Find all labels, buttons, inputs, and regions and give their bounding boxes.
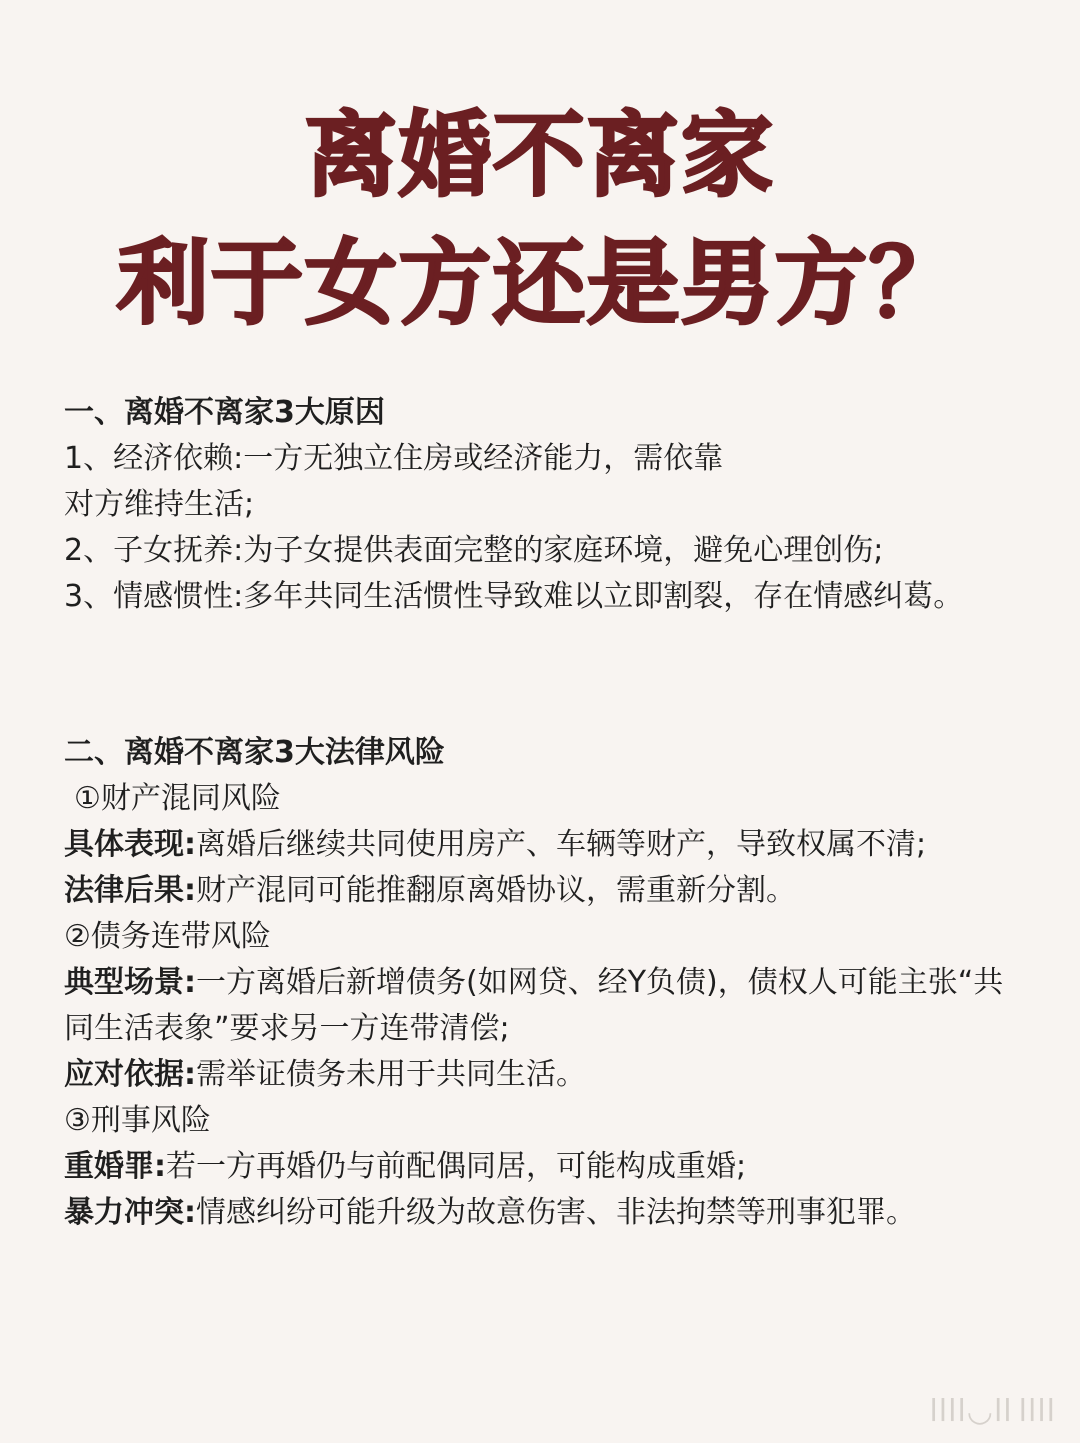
section-spacer xyxy=(64,620,1024,730)
section-2-heading: 二、离婚不离家3大法律风险 xyxy=(64,735,445,770)
risk-1-line-2-label: 法律后果: xyxy=(64,873,196,908)
section-1-item-3: 3、情感惯性:多年共同生活惯性导致难以立即割裂，存在情感纠葛。 xyxy=(64,579,964,614)
section-1-item-1-continued: 对方维持生活; xyxy=(64,487,255,522)
risk-3-line-1-text: 若一方再婚仍与前配偶同居，可能构成重婚; xyxy=(166,1149,747,1184)
risk-1-line-1-text: 离婚后继续共同使用房产、车辆等财产，导致权属不清; xyxy=(196,827,927,862)
section-1-item-2: 2、子女抚养:为子女提供表面完整的家庭环境，避免心理创伤; xyxy=(64,533,884,568)
page-title xyxy=(0,92,1080,348)
risk-2-line-2 xyxy=(64,1052,1024,1098)
risk-3-line-2-label: 暴力冲突: xyxy=(64,1195,196,1230)
risk-2-title: ②债务连带风险 xyxy=(64,919,271,954)
risk-3-line-2-text: 情感纠纷可能升级为故意伤害、非法拘禁等刑事犯罪。 xyxy=(196,1195,916,1230)
article-body xyxy=(64,390,1024,1236)
title-line-2: 利于女方还是男方？ xyxy=(116,230,963,337)
section-1-item-1: 1、经济依赖:一方无独立住房或经济能力，需依靠 xyxy=(64,441,724,476)
risk-2-line-2-label: 应对依据: xyxy=(64,1057,196,1092)
risk-1-line-2 xyxy=(64,868,1024,914)
risk-2-line-2-text: 需举证债务未用于共同生活。 xyxy=(196,1057,586,1092)
risk-3-line-2 xyxy=(64,1190,1024,1236)
risk-3-title: ③刑事风险 xyxy=(64,1103,211,1138)
risk-2-line-1 xyxy=(64,960,1024,1052)
risk-1-line-1-label: 具体表现: xyxy=(64,827,196,862)
section-1-heading: 一、离婚不离家3大原因 xyxy=(64,395,385,430)
title-line-1: 离婚不离家 xyxy=(304,102,775,209)
watermark: llll◡ll llll xyxy=(929,1394,1056,1429)
risk-1-line-2-text: 财产混同可能推翻原离婚协议，需重新分割。 xyxy=(196,873,796,908)
risk-1-line-1 xyxy=(64,822,1024,868)
risk-2-line-1-text: 一方离婚后新增债务(如网贷、经Y负债)，债权人可能主张“共同生活表象”要求另一方连带清偿; xyxy=(64,965,1004,1046)
risk-2-line-1-label: 典型场景: xyxy=(64,965,196,1000)
risk-3-line-1 xyxy=(64,1144,1024,1190)
risk-3-line-1-label: 重婚罪: xyxy=(64,1149,166,1184)
risk-1-title: ①财产混同风险 xyxy=(74,781,281,816)
